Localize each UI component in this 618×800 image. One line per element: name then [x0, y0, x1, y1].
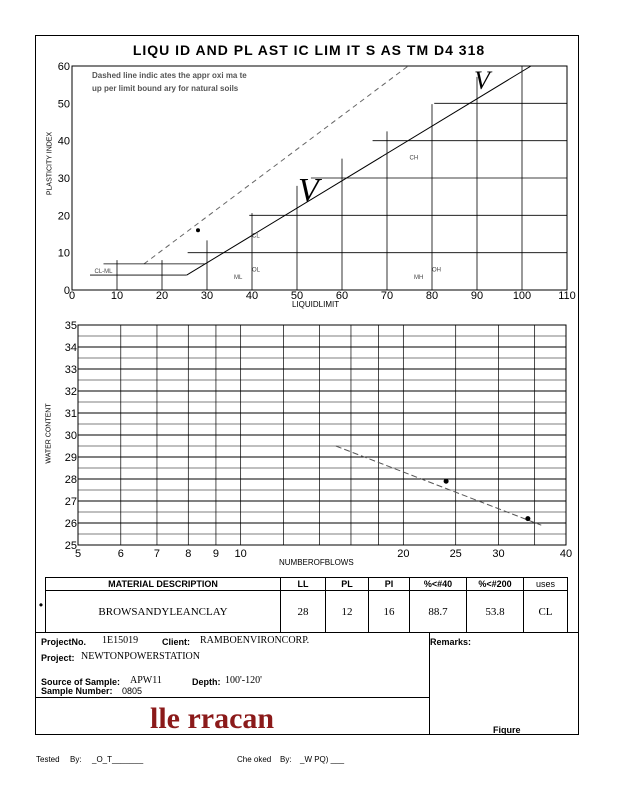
report-title: LIQU ID AND PL AST IC LIM IT S AS TM D4 318: [132, 42, 486, 58]
y-tick-label: 32: [64, 386, 77, 398]
remarks-label: Remarks:: [430, 637, 472, 647]
x-tick-label: 110: [558, 290, 576, 302]
header-pi: PI: [384, 579, 394, 589]
x-tick-label: 7: [153, 548, 161, 560]
zone-label: CH: [409, 155, 419, 162]
sample-value: 0805: [122, 686, 143, 696]
flow-xlabel: NUMBEROFBLOWS: [279, 558, 354, 567]
x-tick-label: 70: [380, 290, 394, 302]
x-tick-label: 100: [512, 290, 532, 302]
cell-pl: 12: [341, 605, 353, 618]
company-logo: lle rracan: [150, 702, 275, 735]
y-tick-label: 40: [57, 135, 70, 148]
x-tick-label: 8: [185, 548, 192, 560]
info-divider: [429, 632, 430, 735]
flow-curve-chart: [0, 315, 618, 575]
zone-label: CL-ML: [94, 269, 113, 276]
x-tick-label: 90: [470, 290, 484, 302]
flow-ylabel: WATER CONTENT: [45, 403, 53, 464]
y-tick-label: 35: [64, 320, 77, 332]
x-tick-label: 50: [290, 290, 304, 302]
y-tick-label: 30: [64, 430, 77, 442]
x-tick-label: 60: [335, 290, 349, 302]
cell-material-description: BROWSANDYLEANCLAY: [98, 605, 228, 618]
source-label: Source of Sample:: [41, 677, 121, 687]
zone-label: MH: [414, 274, 424, 281]
y-tick-label: 28: [64, 474, 77, 486]
info-divider: [35, 632, 579, 633]
data-point: [525, 516, 530, 521]
client-label: Client:: [162, 637, 190, 647]
row-bullet: •: [38, 598, 44, 612]
y-tick-label: 33: [64, 364, 77, 376]
zone-label: OL: [252, 267, 261, 274]
checked-by-value: _W PQ) ___: [300, 755, 345, 764]
y-tick-label: 29: [64, 452, 77, 464]
plasticity-xlabel: LIQUIDLIMIT: [292, 300, 340, 309]
source-value: APW11: [130, 675, 162, 686]
plasticity-note-line2: up per limit bound ary for natural soils: [92, 84, 239, 93]
y-tick-label: 34: [64, 342, 77, 354]
tested-by-value: _O_T_______: [92, 755, 144, 764]
x-tick-label: 10: [234, 548, 247, 560]
x-tick-label: 40: [559, 548, 573, 560]
sample-label: Sample Number:: [41, 686, 113, 696]
depth-value: 100'-120': [225, 675, 262, 686]
x-tick-label: 20: [155, 290, 169, 302]
checked-label: Che oked: [237, 755, 272, 764]
cell-pct-200: 53.8: [485, 605, 505, 618]
header-uses: uses: [535, 579, 555, 589]
y-tick-label: 50: [57, 98, 70, 111]
header-ll: LL: [297, 579, 309, 589]
y-tick-label: 0: [63, 285, 70, 297]
x-tick-label: 6: [117, 548, 124, 560]
x-tick-label: 0: [68, 290, 76, 302]
x-tick-label: 20: [397, 548, 410, 560]
x-tick-label: 30: [200, 290, 214, 302]
zone-label: OH: [432, 267, 441, 274]
cell-pct-40: 88.7: [428, 605, 448, 618]
project-no-value: 1E15019: [102, 635, 139, 646]
y-tick-label: 30: [57, 173, 70, 185]
flow-line: [336, 446, 541, 525]
y-tick-label: 25: [64, 540, 77, 552]
x-tick-label: 9: [212, 548, 220, 560]
a-line-label: V: [298, 172, 319, 209]
cell-ll: 28: [297, 605, 309, 618]
plasticity-chart: [0, 0, 618, 320]
cell-pi: 16: [383, 605, 395, 618]
figure-label: Fiqure: [493, 725, 521, 735]
tested-label: Tested: [36, 755, 60, 764]
x-tick-label: 40: [245, 290, 259, 302]
y-tick-label: 60: [57, 61, 70, 73]
header-pl: PL: [341, 579, 353, 589]
table-rule: [567, 577, 568, 633]
client-value: RAMBOENVIRONCORP.: [200, 635, 310, 646]
depth-label: Depth:: [192, 677, 221, 687]
cell-uses: CL: [538, 605, 553, 618]
a-line: [187, 66, 531, 275]
y-tick-label: 20: [57, 210, 70, 223]
x-tick-label: 30: [492, 548, 505, 560]
y-tick-label: 10: [57, 247, 70, 260]
zone-label: CL: [252, 233, 260, 240]
info-divider: [35, 697, 429, 698]
y-tick-label: 26: [64, 518, 77, 530]
header-material-description: MATERIAL DESCRIPTION: [108, 579, 218, 589]
header-pct-40: %<#40: [423, 579, 453, 589]
tested-by-label: By:: [70, 755, 82, 764]
x-tick-label: 5: [74, 548, 82, 560]
plasticity-ylabel: PLASTICITY INDEX: [46, 131, 54, 196]
x-tick-label: 25: [449, 548, 462, 560]
sample-point: [196, 228, 200, 232]
y-tick-label: 31: [64, 408, 77, 420]
plasticity-note-line1: Dashed line indic ates the appr oxi ma te: [92, 71, 247, 80]
project-label: Project:: [41, 653, 75, 663]
data-point: [444, 479, 449, 484]
x-tick-label: 80: [425, 290, 439, 302]
header-pct-200: %<#200: [478, 579, 512, 589]
x-tick-label: 10: [110, 290, 124, 302]
zone-label: ML: [234, 274, 243, 281]
project-value: NEWTONPOWERSTATION: [81, 651, 201, 662]
y-tick-label: 27: [64, 496, 77, 508]
project-no-label: ProjectNo.: [41, 637, 87, 647]
u-line-label: V: [474, 66, 490, 95]
checked-by-label: By:: [280, 755, 292, 764]
